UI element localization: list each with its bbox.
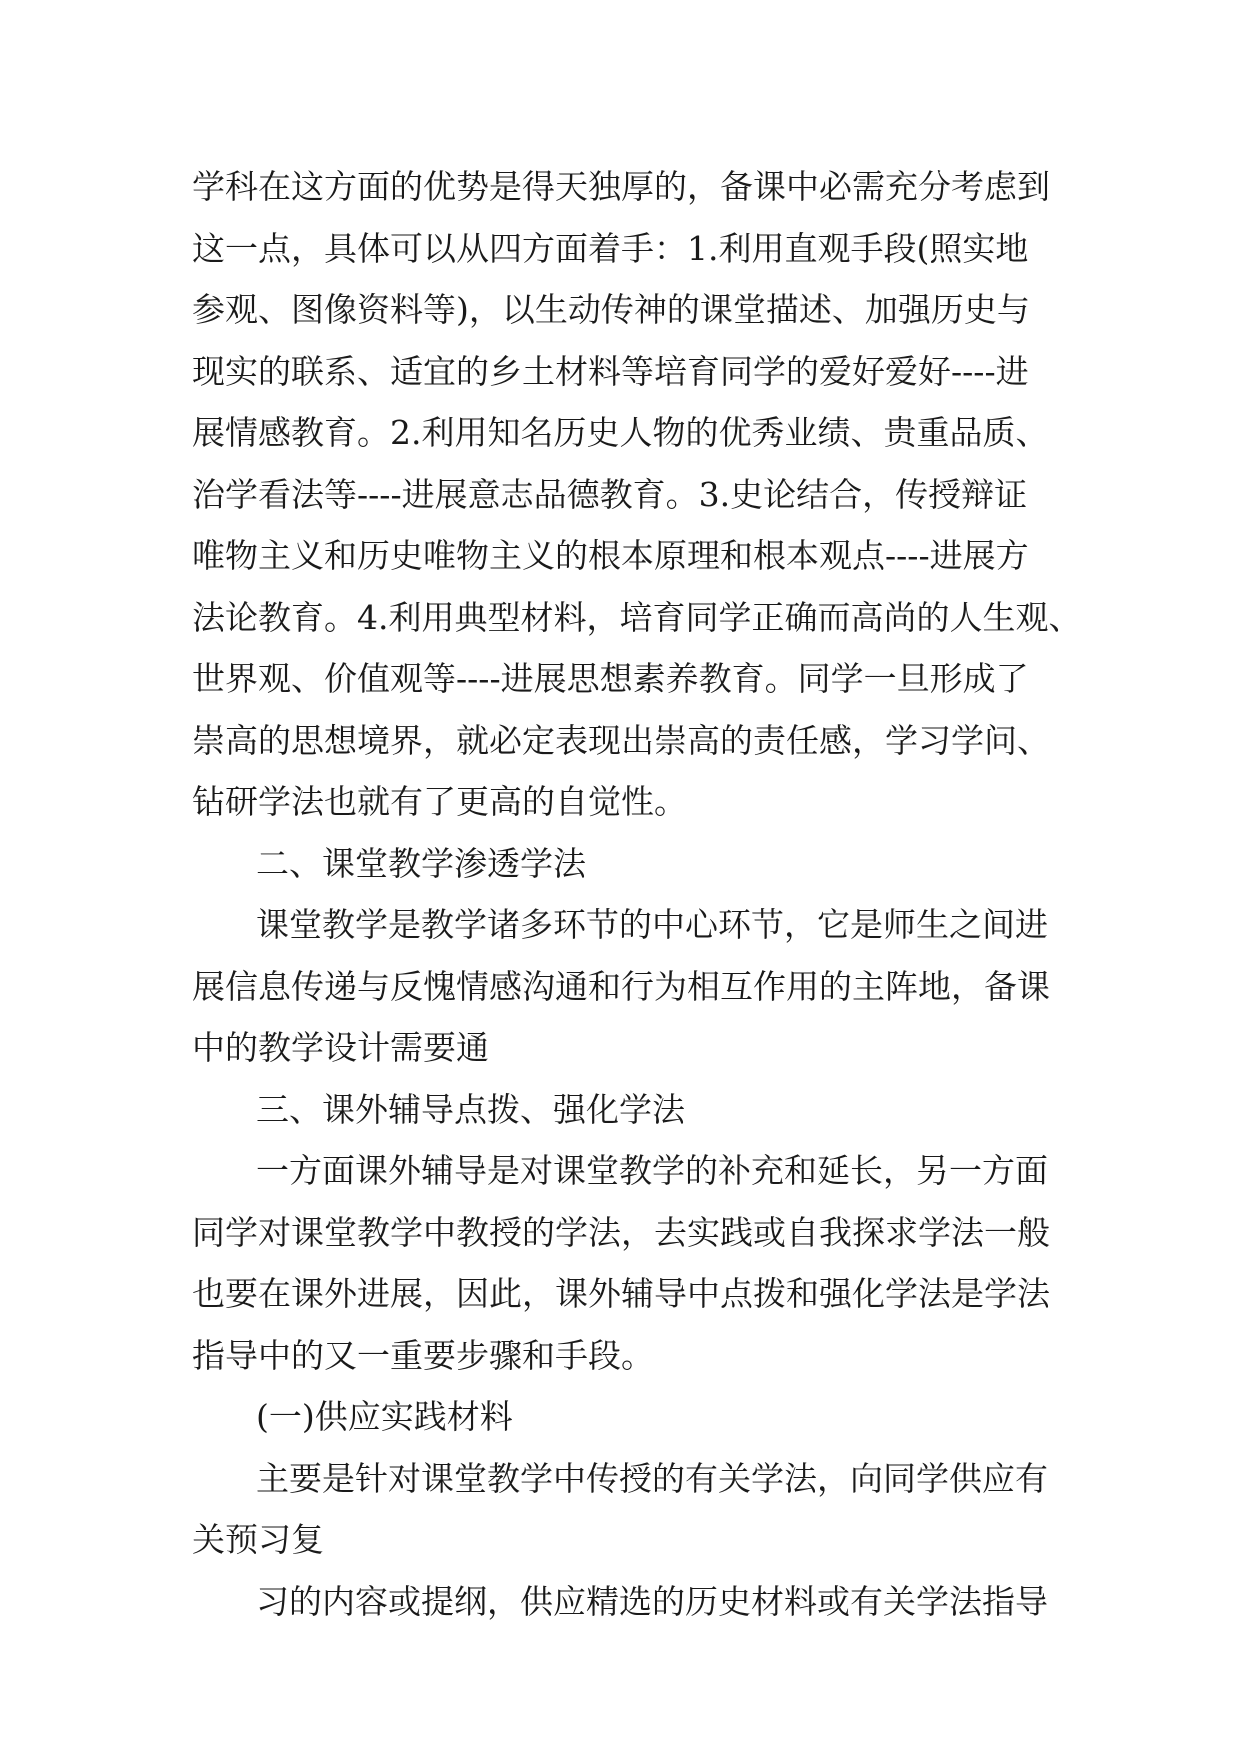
paragraph-line: 世界观、价值观等----进展思想素养教育。同学一旦形成了 <box>192 659 1029 698</box>
paragraph-line: 参观、图像资料等)，以生动传神的课堂描述、加强历史与 <box>192 290 1030 329</box>
paragraph-line: 这一点，具体可以从四方面着手：1.利用直观手段(照实地 <box>192 228 1029 268</box>
paragraph-line: 课堂教学是教学诸多环节的中心环节，它是师生之间进 <box>256 905 1048 944</box>
paragraph-line: 唯物主义和历史唯物主义的根本原理和根本观点----进展方 <box>192 536 1029 575</box>
subsection-heading: (一)供应实践材料 <box>256 1397 513 1436</box>
paragraph-line: 一方面课外辅导是对课堂教学的补充和延长，另一方面 <box>256 1151 1048 1190</box>
section-heading: 三、课外辅导点拨、强化学法 <box>256 1089 685 1129</box>
paragraph-line: 钻研学法也就有了更高的自觉性。 <box>192 782 687 821</box>
paragraph-line: 习的内容或提纲，供应精选的历史材料或有关学法指导 <box>256 1581 1048 1621</box>
paragraph-line: 治学看法等----进展意志品德教育。3.史论结合，传授辩证 <box>192 474 1028 514</box>
paragraph-line: 展信息传递与反愧情感沟通和行为相互作用的主阵地，备课 <box>192 966 1050 1006</box>
body-text <box>192 156 1082 1632</box>
paragraph-line: 主要是针对课堂教学中传授的有关学法，向同学供应有 <box>256 1458 1048 1498</box>
paragraph-line: 展情感教育。2.利用知名历史人物的优秀业绩、贵重品质、 <box>192 413 1049 452</box>
paragraph-line: 同学对课堂教学中教授的学法，去实践或自我探求学法一般 <box>192 1212 1050 1252</box>
paragraph-line: 指导中的又一重要步骤和手段。 <box>192 1335 654 1375</box>
paragraph-line: 法论教育。4.利用典型材料，培育同学正确而高尚的人生观、 <box>192 597 1082 637</box>
paragraph-line: 学科在这方面的优势是得天独厚的，备课中必需充分考虑到 <box>192 167 1050 206</box>
paragraph-line: 中的教学设计需要通 <box>192 1028 489 1067</box>
paragraph-line: 现实的联系、适宜的乡土材料等培育同学的爱好爱好----进 <box>192 351 1029 391</box>
section-heading: 二、课堂教学渗透学法 <box>256 843 586 883</box>
paragraph-line: 也要在课外进展，因此，课外辅导中点拨和强化学法是学法 <box>192 1274 1050 1313</box>
paragraph-line: 关预习复 <box>192 1520 324 1559</box>
paragraph-line: 崇高的思想境界，就必定表现出崇高的责任感，学习学问、 <box>192 720 1050 760</box>
